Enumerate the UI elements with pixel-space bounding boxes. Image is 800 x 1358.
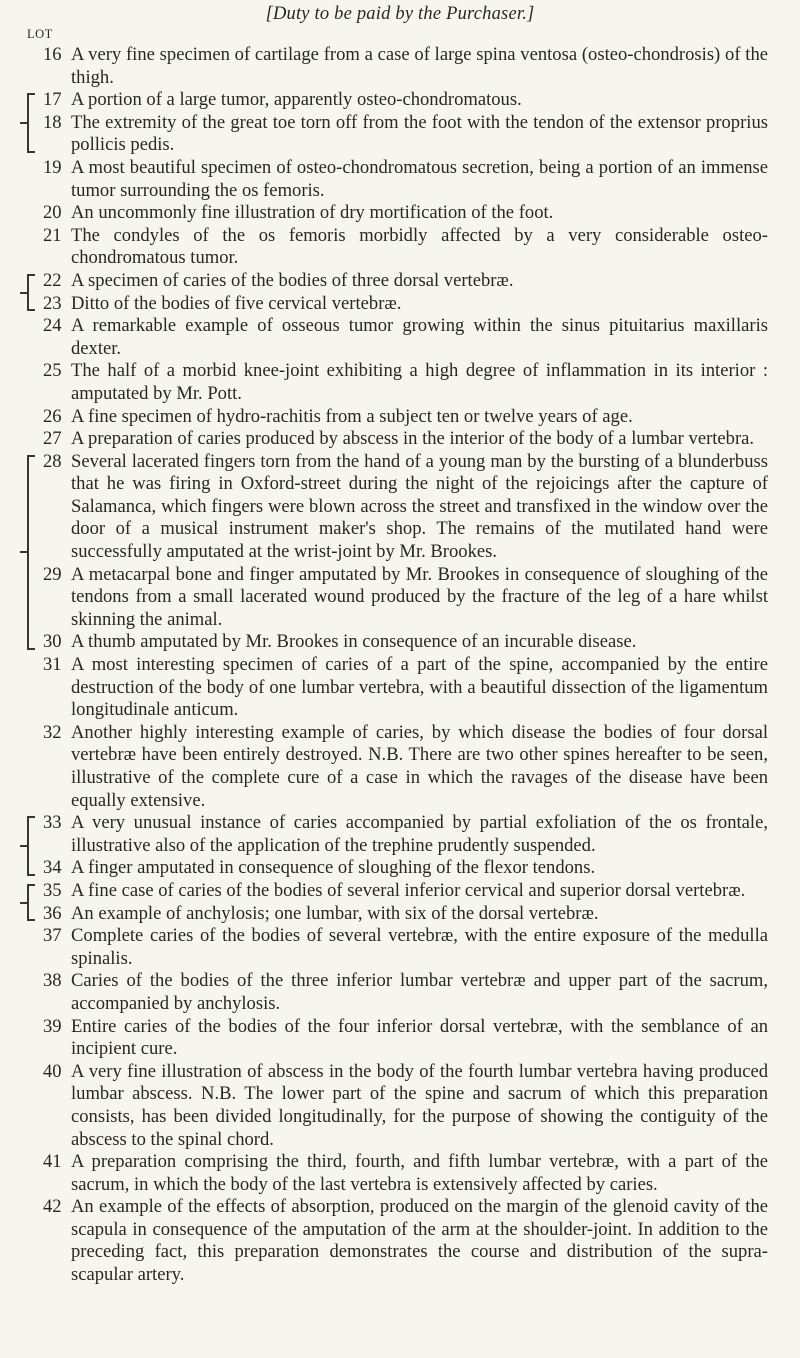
lot-description: A remarkable example of osseous tumor growing within the sinus pituitarius maxillaris dexter. [71, 315, 768, 359]
lot-entry-23 [0, 293, 800, 316]
lot-number: 16 [43, 44, 62, 65]
lot-description: A specimen of caries of the bodies of three dorsal vertebræ. [71, 269, 514, 291]
lot-entry-31 [0, 654, 800, 722]
lot-entry-17 [0, 89, 800, 112]
lot-description: A very fine specimen of cartilage from a case of large spina ventosa (osteo-chondrosis) of the thigh. [71, 44, 768, 88]
group-brace-22-23 [27, 274, 41, 311]
lot-entry-42 [0, 1196, 800, 1286]
lot-entry-22 [0, 270, 800, 293]
lot-number: 34 [43, 857, 62, 879]
lot-number: 40 [43, 1060, 62, 1082]
lot-description: An example of anchylosis; one lumbar, with six of the dorsal vertebræ. [71, 902, 599, 924]
lot-entry-34 [0, 857, 800, 880]
lot-entry-36 [0, 903, 800, 926]
lot-number: 30 [43, 631, 62, 653]
lot-description: A fine case of caries of the bodies of several inferior cervical and superior dorsal vertebræ. [71, 879, 746, 901]
group-brace-28-30 [27, 455, 41, 650]
lot-description: Another highly interesting example of caries, by which disease the bodies of four dorsal vertebræ have been entirely destroyed. N.B. There are two other spines hereafter to be seen, illustrative of the complete cure of a case in which the ravages of the disease have been equally extensive. [71, 721, 768, 811]
lot-description: An uncommonly fine illustration of dry mortification of the foot. [71, 202, 554, 224]
lot-number: 31 [43, 654, 62, 676]
lot-entry-25 [0, 360, 800, 405]
lot-description: A thumb amputated by Mr. Brookes in consequence of an incurable disease. [71, 631, 637, 653]
lot-number: 38 [43, 970, 62, 992]
lot-entry-37 [0, 925, 800, 970]
lot-entry-35 [0, 880, 800, 903]
lot-number: 26 [43, 405, 62, 427]
lot-number: 19 [43, 156, 62, 178]
lot-entry-19 [0, 157, 800, 202]
lot-number: 42 [43, 1196, 62, 1218]
lot-number: 24 [43, 315, 62, 337]
lot-entry-32 [0, 722, 800, 812]
lot-description: The condyles of the os femoris morbidly affected by a very considerable osteo-chondromatous tumor. [71, 224, 768, 269]
lot-number: 36 [43, 902, 62, 924]
lot-number: 27 [43, 428, 62, 450]
lot-description: A most interesting specimen of caries of a part of the spine, accompanied by the entire destruction of the body of one lumbar vertebra, with a beautiful dissection of the ligamentum longitudinale anticum. [71, 654, 768, 721]
lot-number: 39 [43, 1015, 62, 1037]
lot-description: An example of the effects of absorption, produced on the margin of the glenoid cavity of the scapula in consequence of the amputation of the arm at the shoulder-joint. In addition to the preceding fact, this preparation demonstrates the course and distribution of the supra-scapular artery. [71, 1196, 768, 1286]
lot-number: 17 [43, 89, 62, 111]
lot-description: A finger amputated in consequence of sloughing of the flexor tendons. [71, 857, 596, 879]
lot-number: 22 [43, 269, 62, 291]
lot-description: A preparation of caries produced by abscess in the interior of the body of a lumbar vertebra. [71, 428, 755, 450]
lot-entry-40 [0, 1061, 800, 1151]
lot-entry-29 [0, 564, 800, 632]
lot-description: The half of a morbid knee-joint exhibiting a high degree of inflammation in its interior : amputated by Mr. Pott. [71, 360, 768, 404]
lot-number: 35 [43, 879, 62, 901]
lot-description: A very unusual instance of caries accompanied by partial exfoliation of the os frontale, illustrative also of the application of the trephine prudently suspended. [71, 812, 768, 856]
lot-list [0, 44, 800, 1287]
lot-entry-18 [0, 112, 800, 157]
lot-number: 28 [43, 450, 62, 472]
lot-number: 29 [43, 563, 62, 585]
lot-column-label: LOT [27, 27, 53, 41]
group-brace-35-36 [27, 884, 41, 921]
lot-description: A preparation comprising the third, fourth, and fifth lumbar vertebræ, with a part of the sacrum, in which the body of the last vertebra is extensively affected by caries. [71, 1151, 768, 1195]
page-header: [Duty to be paid by the Purchaser.] [265, 4, 535, 24]
lot-description: Complete caries of the bodies of several vertebræ, with the entire exposure of the medulla spinalis. [71, 925, 768, 969]
lot-entry-28 [0, 451, 800, 564]
lot-description: Several lacerated fingers torn from the hand of a young man by the bursting of a blunderbuss that he was firing in Oxford-street during the night of the rejoicings after the capture of Salamanca, which fingers were blown across the street and transfixed in the window over the door of a musical instrument maker's shop. The remains of the mutilated hand were successfully amputated at the wrist-joint by Mr. Brookes. [71, 450, 768, 563]
lot-number: 41 [43, 1151, 62, 1173]
lot-number: 21 [43, 224, 62, 246]
group-brace-33-34 [27, 816, 41, 876]
lot-description: A fine specimen of hydro-rachitis from a subject ten or twelve years of age. [71, 405, 633, 427]
lot-entry-21 [0, 225, 800, 270]
lot-description: A metacarpal bone and finger amputated by Mr. Brookes in consequence of sloughing of the tendons from a small lacerated wound produced by the fracture of the leg of a hare whilst skinning the animal. [71, 563, 768, 630]
lot-description: Caries of the bodies of the three inferior lumbar vertebræ and upper part of the sacrum, accompanied by anchylosis. [71, 970, 768, 1014]
lot-description: Entire caries of the bodies of the four inferior dorsal vertebræ, with the semblance of an incipient cure. [71, 1015, 768, 1060]
lot-description: A very fine illustration of abscess in the body of the fourth lumbar vertebra having produced lumbar abscess. N.B. The lower part of the spine and sacrum of which this preparation consists, has been divided longitudinally, for the purpose of showing the contiguity of the abscess to the spinal chord. [71, 1060, 768, 1150]
lot-entry-20 [0, 202, 800, 225]
lot-description: The extremity of the great toe torn off from the foot with the tendon of the extensor proprius pollicis pedis. [71, 111, 768, 156]
lot-description: A portion of a large tumor, apparently osteo-chondromatous. [71, 89, 522, 111]
group-brace-17-18 [27, 93, 41, 153]
lot-entry-24 [0, 315, 800, 360]
lot-number: 23 [43, 292, 62, 314]
lot-entry-27 [0, 428, 800, 451]
lot-number: 20 [43, 202, 62, 224]
lot-description: A most beautiful specimen of osteo-chondromatous secretion, being a portion of an immense tumor surrounding the os femoris. [71, 156, 768, 201]
lot-number: 33 [43, 812, 62, 834]
lot-number: 32 [43, 721, 62, 743]
lot-number: 18 [43, 111, 62, 133]
lot-entry-38 [0, 970, 800, 1015]
lot-description: Ditto of the bodies of five cervical vertebræ. [71, 292, 402, 314]
lot-entry-16 [0, 44, 800, 89]
lot-entry-39 [0, 1016, 800, 1061]
lot-entry-30 [0, 631, 800, 654]
lot-entry-26 [0, 406, 800, 429]
lot-entry-41 [0, 1151, 800, 1196]
lot-number: 25 [43, 360, 62, 382]
lot-number: 37 [43, 925, 62, 947]
lot-entry-33 [0, 812, 800, 857]
